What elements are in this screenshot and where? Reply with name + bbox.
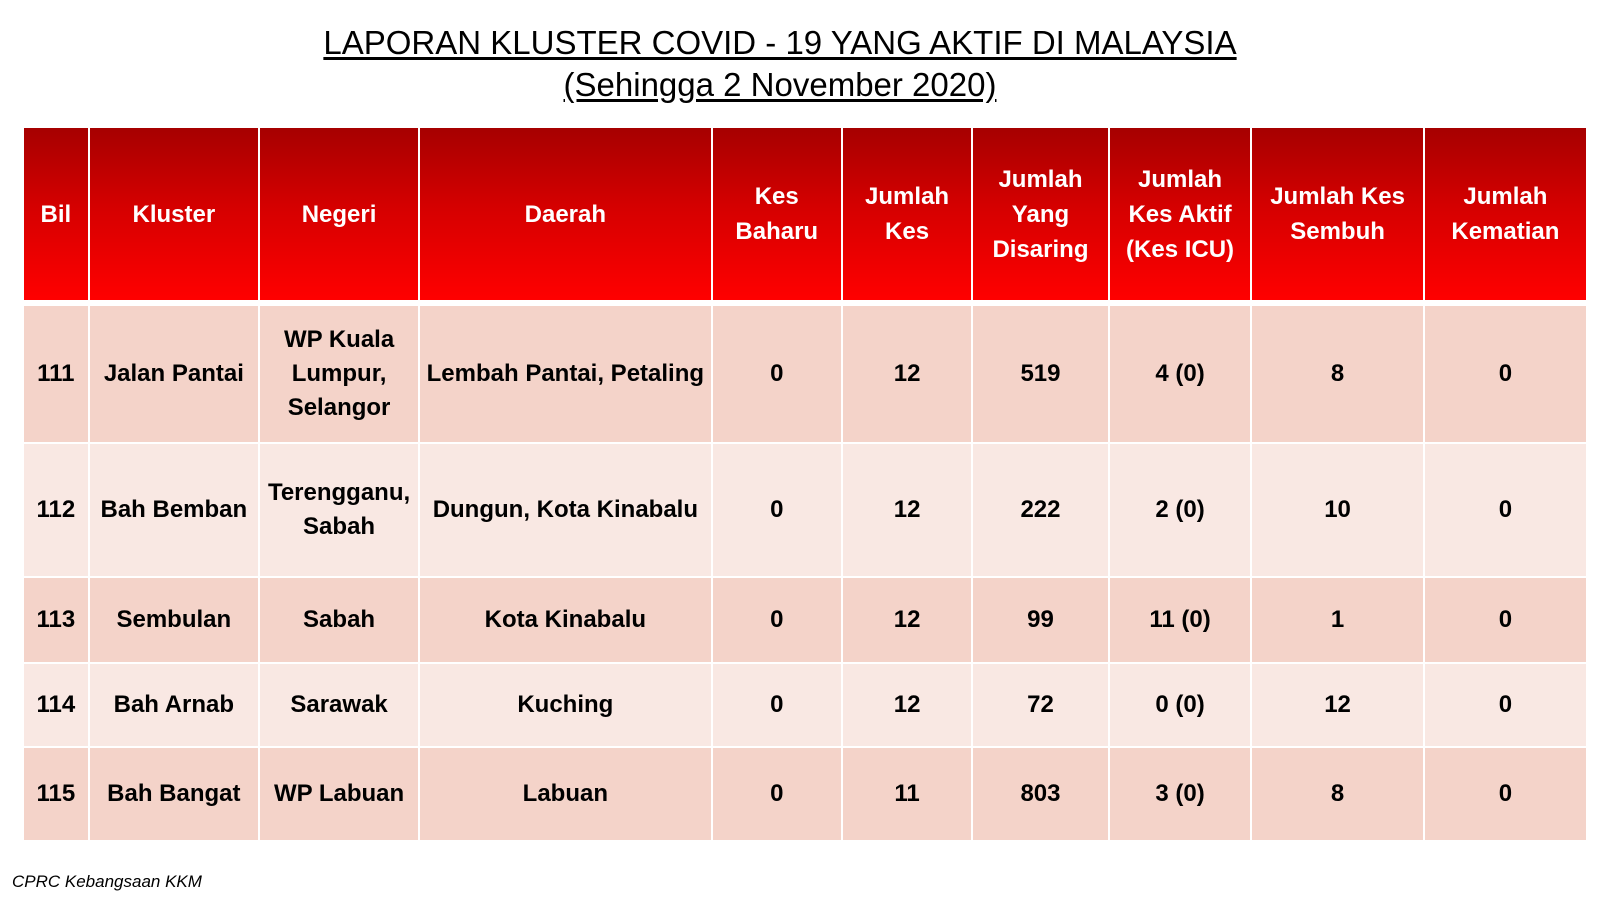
- cell-kes-sembuh: 8: [1251, 303, 1423, 443]
- cell-kematian: 0: [1424, 663, 1587, 747]
- cell-kematian: 0: [1424, 443, 1587, 577]
- cell-jumlah-kes: 11: [842, 747, 972, 841]
- table-row: [23, 303, 1587, 443]
- cell-jumlah-disaring: 519: [972, 303, 1108, 443]
- cell-kluster: Bah Bangat: [89, 747, 259, 841]
- cell-kes-aktif: 3 (0): [1109, 747, 1252, 841]
- cell-kes-aktif: 4 (0): [1109, 303, 1252, 443]
- cell-jumlah-disaring: 803: [972, 747, 1108, 841]
- cell-kes-sembuh: 12: [1251, 663, 1423, 747]
- header-kluster: Kluster: [89, 127, 259, 303]
- cell-kes-aktif: 0 (0): [1109, 663, 1252, 747]
- cell-negeri: Terengganu, Sabah: [259, 443, 419, 577]
- source-footer: CPRC Kebangsaan KKM: [12, 872, 202, 891]
- header-kes-baharu: Kes Baharu: [712, 127, 842, 303]
- header-kematian: Jumlah Kematian: [1424, 127, 1587, 303]
- cell-bil: 113: [23, 577, 89, 663]
- table-row: [23, 443, 1587, 577]
- cell-daerah: Lembah Pantai, Petaling: [419, 303, 711, 443]
- cell-kematian: 0: [1424, 747, 1587, 841]
- cell-bil: 111: [23, 303, 89, 443]
- cell-jumlah-disaring: 99: [972, 577, 1108, 663]
- header-daerah: Daerah: [419, 127, 711, 303]
- table-row: [23, 577, 1587, 663]
- cell-kluster: Jalan Pantai: [89, 303, 259, 443]
- cell-kes-aktif: 2 (0): [1109, 443, 1252, 577]
- cell-daerah: Kuching: [419, 663, 711, 747]
- cell-kluster: Bah Bemban: [89, 443, 259, 577]
- table-header-row: [23, 127, 1587, 303]
- cell-kes-sembuh: 10: [1251, 443, 1423, 577]
- header-negeri: Negeri: [259, 127, 419, 303]
- cell-jumlah-kes: 12: [842, 663, 972, 747]
- cell-bil: 112: [23, 443, 89, 577]
- cell-negeri: WP Labuan: [259, 747, 419, 841]
- header-jumlah-disaring: Jumlah Yang Disaring: [972, 127, 1108, 303]
- cell-jumlah-kes: 12: [842, 577, 972, 663]
- table-row: [23, 747, 1587, 841]
- header-kes-aktif: Jumlah Kes Aktif (Kes ICU): [1109, 127, 1252, 303]
- cell-bil: 115: [23, 747, 89, 841]
- cell-daerah: Kota Kinabalu: [419, 577, 711, 663]
- cell-kes-baharu: 0: [712, 747, 842, 841]
- header-bil: Bil: [23, 127, 89, 303]
- title-line-1: LAPORAN KLUSTER COVID - 19 YANG AKTIF DI MALAYSIA: [323, 24, 1237, 61]
- cell-daerah: Dungun, Kota Kinabalu: [419, 443, 711, 577]
- header-kes-sembuh: Jumlah Kes Sembuh: [1251, 127, 1423, 303]
- cell-kes-baharu: 0: [712, 303, 842, 443]
- cell-bil: 114: [23, 663, 89, 747]
- cell-kes-baharu: 0: [712, 443, 842, 577]
- cell-negeri: Sabah: [259, 577, 419, 663]
- cell-kluster: Sembulan: [89, 577, 259, 663]
- cell-jumlah-kes: 12: [842, 303, 972, 443]
- cell-kes-aktif: 11 (0): [1109, 577, 1252, 663]
- cell-negeri: WP Kuala Lumpur, Selangor: [259, 303, 419, 443]
- cell-kes-sembuh: 1: [1251, 577, 1423, 663]
- cell-kematian: 0: [1424, 577, 1587, 663]
- cell-jumlah-disaring: 222: [972, 443, 1108, 577]
- header-jumlah-kes: Jumlah Kes: [842, 127, 972, 303]
- cell-kluster: Bah Arnab: [89, 663, 259, 747]
- cell-kematian: 0: [1424, 303, 1587, 443]
- cell-daerah: Labuan: [419, 747, 711, 841]
- cell-kes-baharu: 0: [712, 577, 842, 663]
- cluster-table: [22, 126, 1588, 842]
- cell-jumlah-disaring: 72: [972, 663, 1108, 747]
- report-title: [0, 22, 1560, 106]
- cell-kes-sembuh: 8: [1251, 747, 1423, 841]
- cell-negeri: Sarawak: [259, 663, 419, 747]
- cell-kes-baharu: 0: [712, 663, 842, 747]
- table-row: [23, 663, 1587, 747]
- cell-jumlah-kes: 12: [842, 443, 972, 577]
- title-line-2: (Sehingga 2 November 2020): [563, 66, 997, 103]
